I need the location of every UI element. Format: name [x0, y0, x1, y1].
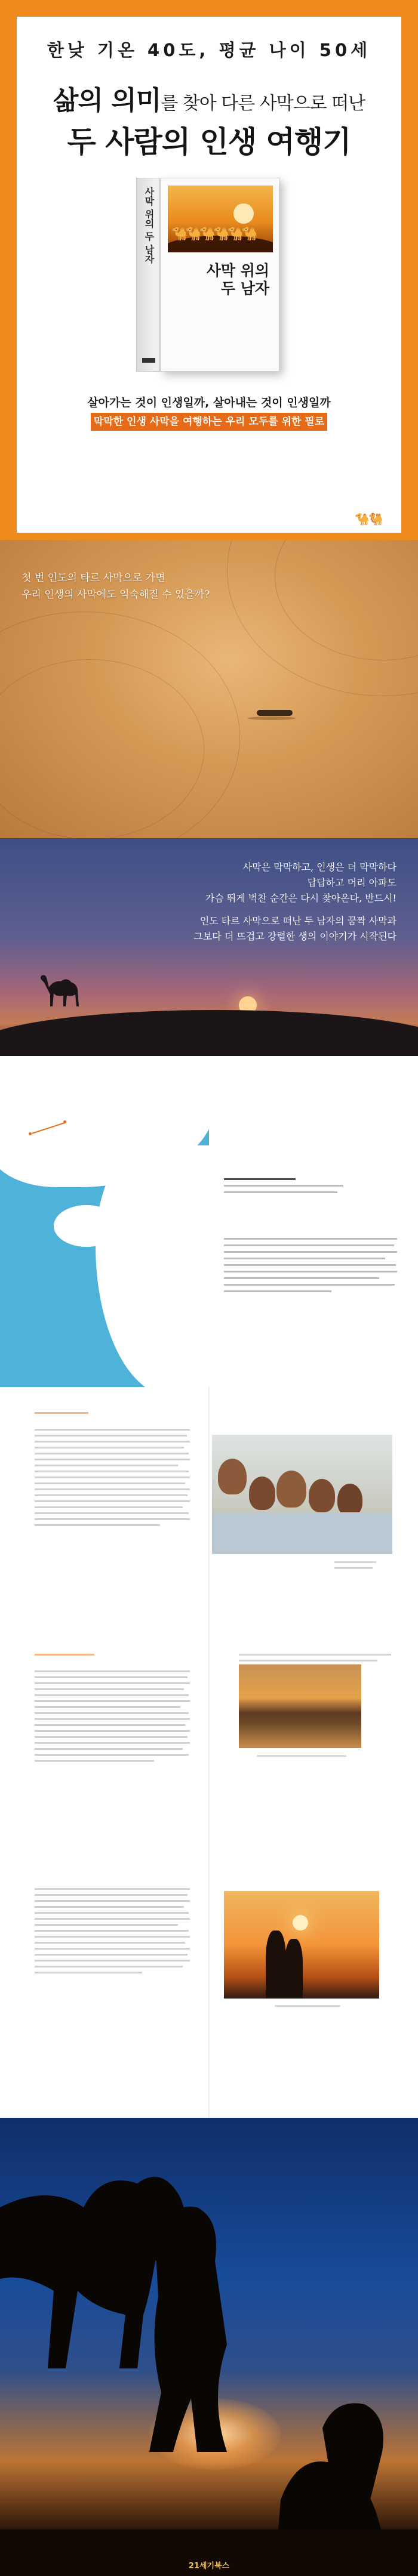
sunset-line: 가슴 뛰게 벅찬 순간은 다시 찾아온다, 반드시! [205, 892, 397, 904]
route-point [63, 1120, 66, 1123]
person-shadow [248, 716, 296, 720]
sunset-paragraph-1 [146, 860, 397, 906]
book-spread-2 [0, 1629, 418, 1858]
desert-line-2: 우리 인생의 사막에도 익숙해질 수 있을까? [21, 589, 210, 601]
sunset-line: 그보다 더 뜨겁고 강렬한 생의 이야기가 시작된다 [193, 931, 397, 942]
top-banner [0, 0, 418, 540]
body-text [35, 1888, 190, 1978]
page-fold [208, 1629, 210, 1858]
banner-card [17, 17, 401, 533]
body-text [35, 1670, 190, 1766]
map-land [54, 1205, 119, 1247]
chapter-heading [35, 1654, 184, 1660]
book-spread-1 [0, 1387, 418, 1629]
page-fold [208, 1858, 210, 2118]
camel-icon: 🐪🐫 [355, 512, 382, 526]
book-cover [136, 178, 279, 372]
intro-highlight: 막막한 인생 사막을 여행하는 우리 모두를 위한 필로 [91, 413, 327, 431]
night-camp-section [0, 2118, 418, 2576]
desert-aerial-section [0, 540, 418, 838]
chapter-heading [35, 1412, 184, 1418]
sunset-line: 답답하고 머리 아파도 [307, 877, 397, 888]
camel-caravan-icon: 🐪🐪🐪🐪🐪🐪 [171, 227, 256, 242]
body-text-right [239, 1654, 394, 1666]
page-fold [208, 1387, 210, 1629]
cover-photo [168, 186, 273, 252]
photo-caption [334, 1561, 382, 1573]
sunset-camel-section [0, 838, 418, 1056]
camel-silhouette-icon [36, 969, 90, 1011]
photo-caption [275, 2005, 346, 2011]
lake-photo [239, 1664, 361, 1748]
title-bold: 삶의 의미 [53, 85, 161, 116]
couple-sunset-photo [224, 1891, 379, 1999]
sunset-line: 사막은 막막하고, 인생은 더 막막하다 [242, 861, 397, 873]
sunset-paragraph-2 [146, 913, 397, 944]
tagline: 한낮 기온 40도, 평균 나이 50세 [47, 40, 371, 60]
children-photo [212, 1435, 392, 1554]
title-line-2: 두 사람의 인생 여행기 [67, 125, 351, 159]
publisher-name: 21세기북스 [188, 2562, 230, 2571]
route-point [29, 1132, 32, 1135]
cover-title-line-1: 사막 위의 [206, 262, 269, 279]
dune-silhouette [0, 1010, 418, 1056]
intro-question: 살아가는 것이 인생일까, 살아내는 것이 인생일까 [87, 396, 331, 409]
title-line-1 [17, 79, 401, 117]
publisher-logo-mark [142, 358, 155, 363]
lying-person [257, 710, 293, 716]
title-rest: 를 찾아 다른 사막으로 떠난 [161, 93, 365, 114]
desert-line-1: 첫 번 인도의 타르 사막으로 가면 [21, 572, 165, 584]
spine-title: 사막 위의 두 남자 [143, 187, 155, 264]
photo-caption [257, 1755, 346, 1761]
map-legend [224, 1178, 397, 1198]
book-spread-3 [0, 1858, 418, 2118]
cover-title [207, 262, 269, 298]
book-spine [136, 178, 160, 372]
map-description [224, 1238, 397, 1297]
sunset-line: 인도 타르 사막으로 떠난 두 남자의 꿈짝 사막과 [199, 915, 397, 926]
desert-text [21, 570, 210, 603]
book-front [160, 178, 279, 372]
body-text [35, 1429, 190, 1530]
cover-title-line-2: 두 남자 [220, 280, 269, 297]
camel-man-silhouette [0, 2118, 418, 2576]
cover-sun [233, 203, 254, 224]
route-map [0, 1056, 209, 1387]
map-land [96, 1145, 209, 1387]
sunset-text [146, 860, 397, 952]
map-spread [0, 1056, 418, 1387]
